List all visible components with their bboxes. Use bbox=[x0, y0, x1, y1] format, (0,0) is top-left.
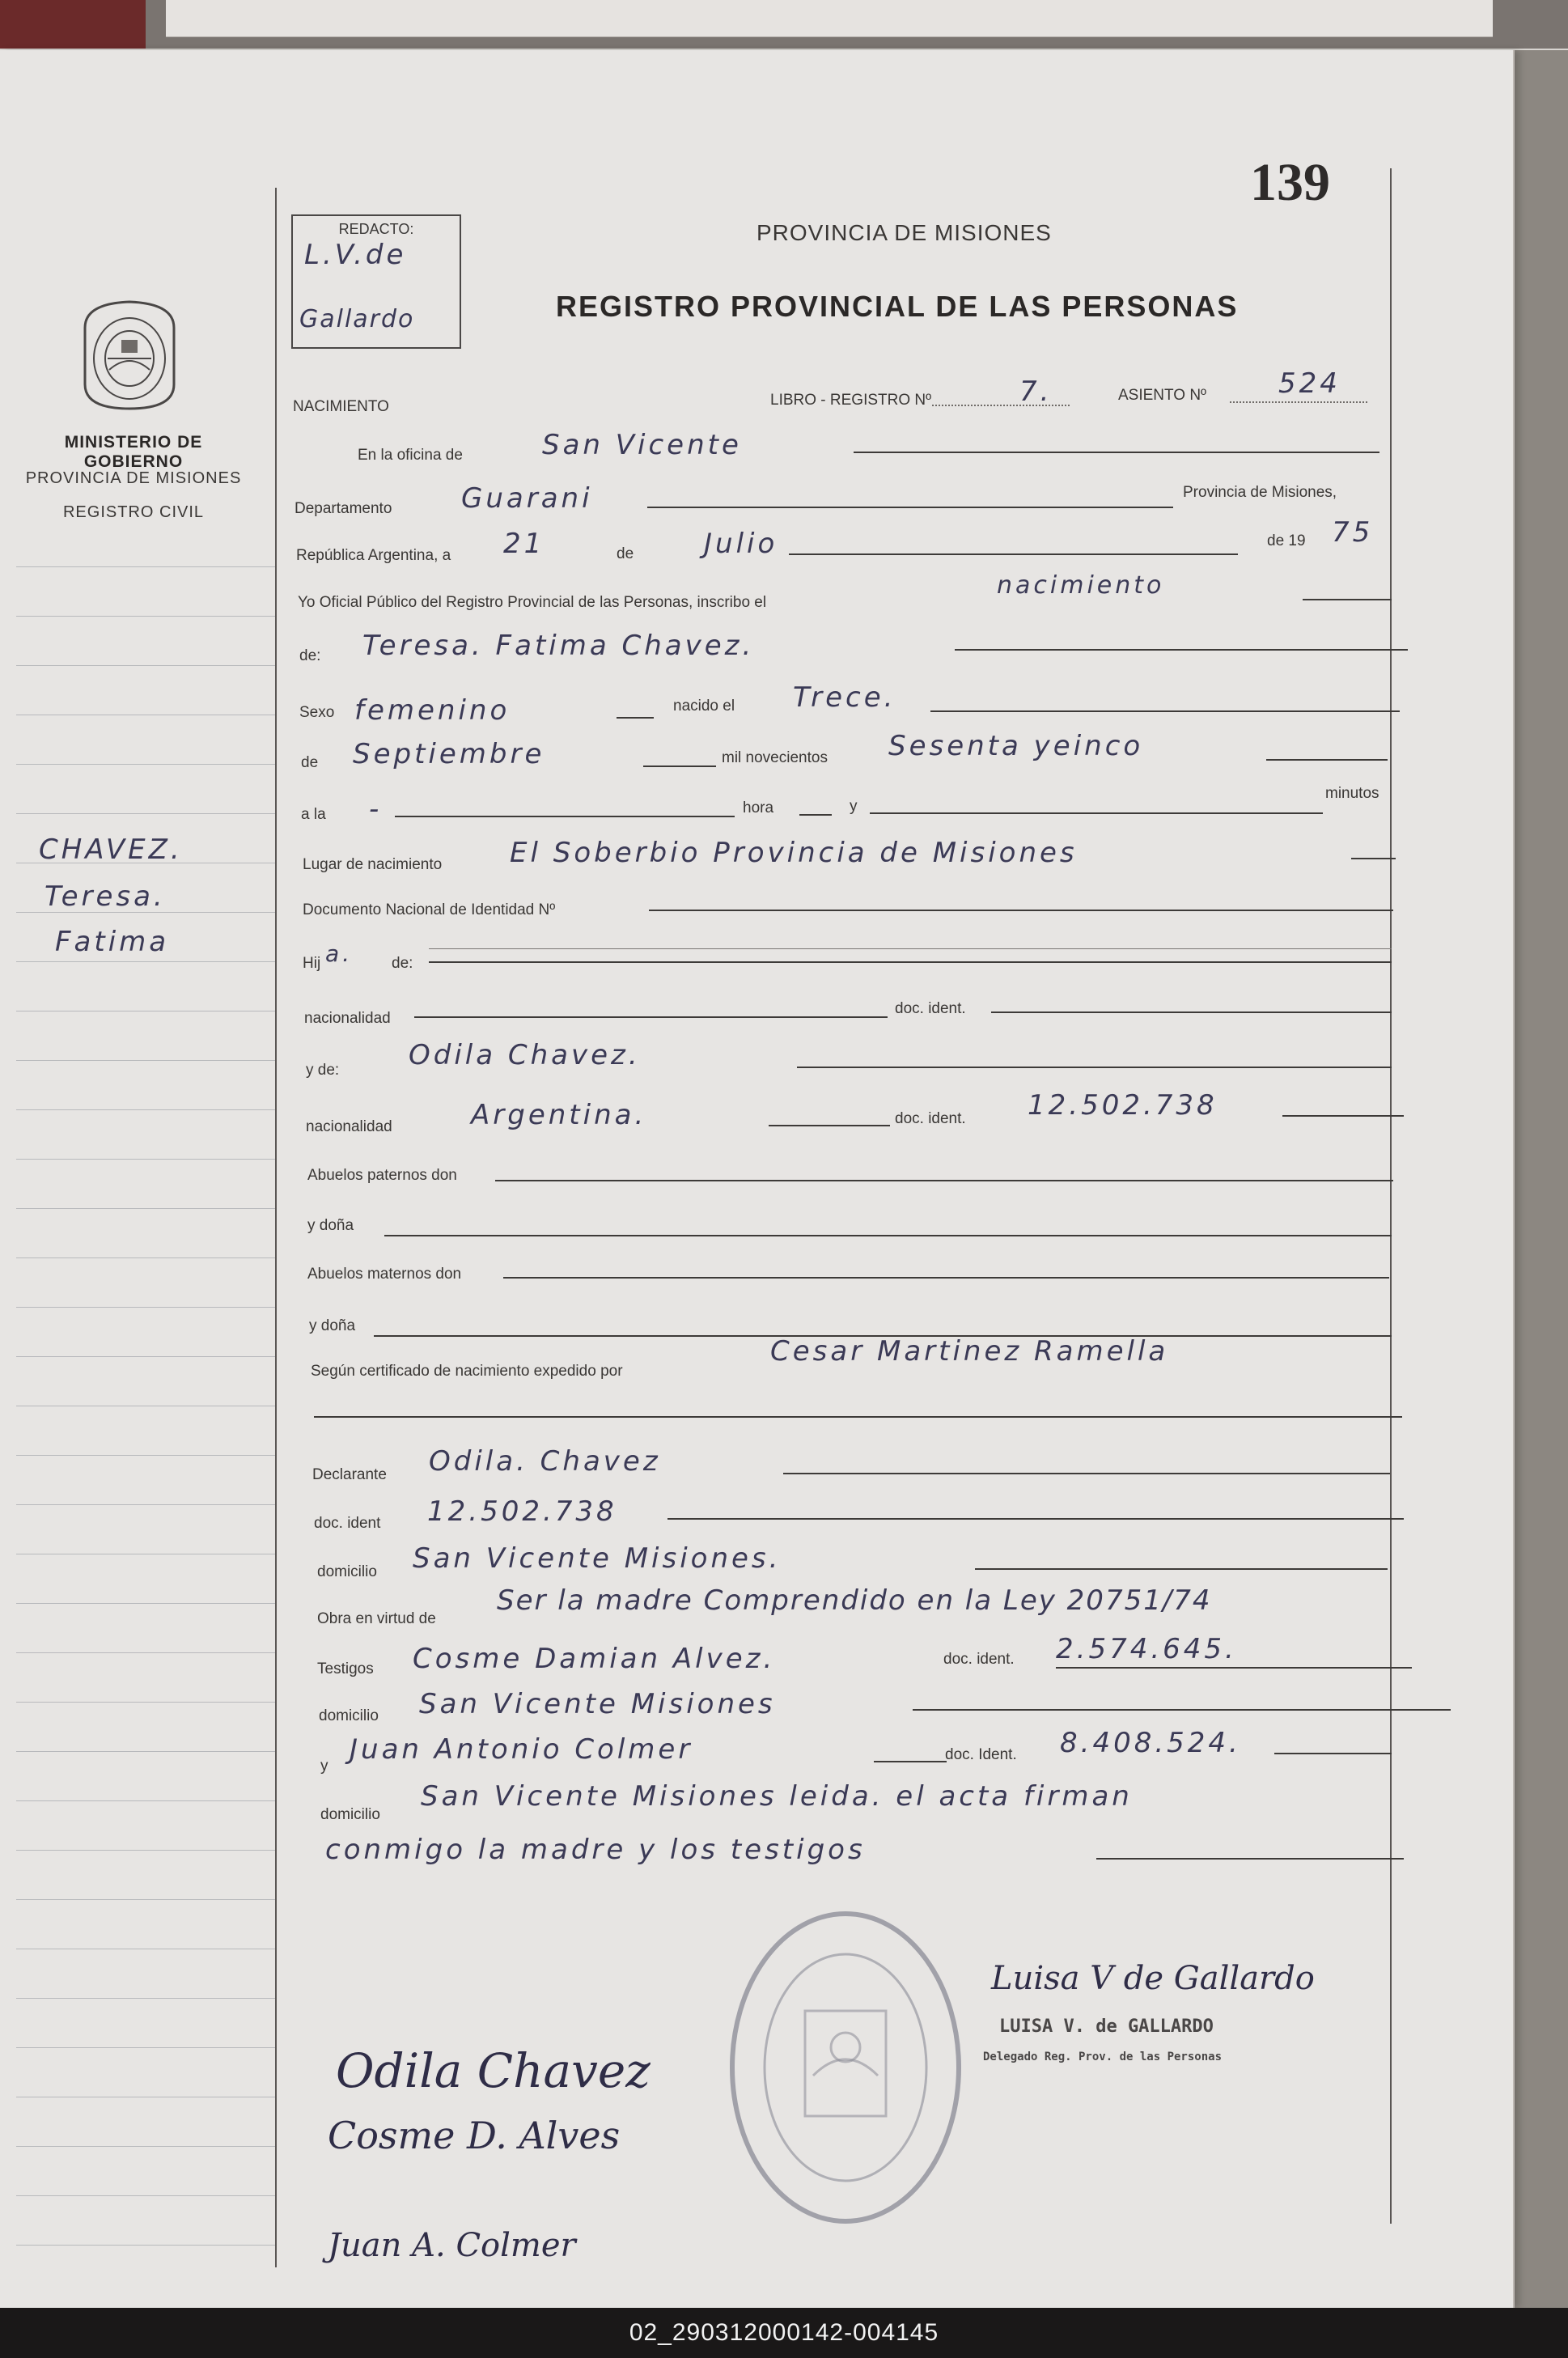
doc-ident3-line bbox=[667, 1518, 1404, 1520]
conmigo-line bbox=[1096, 1858, 1404, 1860]
margin-ruled-line bbox=[16, 665, 275, 666]
nacionalidad2-line bbox=[769, 1125, 890, 1126]
official-stamp bbox=[724, 1906, 967, 2229]
hija-de-label: de: bbox=[392, 955, 413, 972]
margin-ruled-line bbox=[16, 1060, 275, 1061]
hija-line-upper bbox=[429, 948, 1392, 949]
margin-ruled-line bbox=[16, 961, 275, 962]
sexo-value: femenino bbox=[354, 694, 511, 727]
hija-line bbox=[429, 961, 1392, 963]
testigo2-signature: Juan A. Colmer bbox=[328, 2227, 576, 2264]
declarante-label: Declarante bbox=[312, 1466, 387, 1483]
margin-ruled-line bbox=[16, 1850, 275, 1851]
doc-ident-label: doc. ident. bbox=[895, 1000, 966, 1017]
anio-nac-line bbox=[1266, 759, 1388, 761]
redacto-line1: L.V.de bbox=[304, 239, 407, 271]
testigo1-signature: Cosme D. Alves bbox=[328, 2114, 621, 2157]
nombre-line bbox=[955, 649, 1408, 651]
madre-line bbox=[797, 1067, 1392, 1068]
doc-ident3-label: doc. ident bbox=[314, 1515, 381, 1532]
doc-ident2-line bbox=[1282, 1115, 1404, 1117]
mil-label: mil novecientos bbox=[722, 749, 828, 766]
nacionalidad-label: nacionalidad bbox=[304, 1010, 391, 1027]
margin-ruled-line bbox=[16, 1257, 275, 1258]
margin-ruled-line bbox=[16, 1998, 275, 1999]
hora-line bbox=[799, 814, 832, 816]
margin-ruled-line bbox=[16, 1751, 275, 1752]
margin-ruled-line bbox=[16, 2245, 275, 2246]
oficina-line bbox=[854, 452, 1379, 453]
lugar-value: El Soberbio Provincia de Misiones bbox=[510, 837, 1078, 869]
de-label2: de: bbox=[299, 647, 321, 664]
hija-label: Hij bbox=[303, 955, 321, 972]
madre-value: Odila Chavez. bbox=[409, 1039, 641, 1071]
y-de-label: y de: bbox=[306, 1062, 340, 1079]
margin-ruled-line bbox=[16, 1800, 275, 1801]
official-signature: Luisa V de Gallardo bbox=[991, 1960, 1315, 1997]
redacto-line2: Gallardo bbox=[299, 305, 415, 333]
previous-page-edge bbox=[166, 0, 1493, 37]
doc-ident2-label: doc. ident. bbox=[895, 1110, 966, 1127]
y-dona-label: y doña bbox=[307, 1217, 354, 1234]
oficial-value: nacimiento bbox=[997, 571, 1165, 600]
margin-ruled-line bbox=[16, 1307, 275, 1308]
y-label: y bbox=[850, 798, 858, 815]
anio-nac-value: Sesenta yeinco bbox=[888, 730, 1144, 762]
dni-line bbox=[649, 910, 1393, 911]
madre-signature: Odila Chavez bbox=[336, 2043, 651, 2098]
margin-ruled-line bbox=[16, 1208, 275, 1209]
margin-ruled-line bbox=[16, 764, 275, 765]
mes-nac-line bbox=[643, 766, 716, 767]
nacido-line bbox=[930, 710, 1400, 712]
anio-value: 75 bbox=[1332, 516, 1374, 549]
margin-ruled-line bbox=[16, 2047, 275, 2048]
margin-ruled-line bbox=[16, 1455, 275, 1456]
header-registry-title: REGISTRO PROVINCIAL DE LAS PERSONAS bbox=[556, 290, 1239, 323]
segun-value: Cesar Martinez Ramella bbox=[770, 1335, 1169, 1368]
y-dona2-label: y doña bbox=[309, 1317, 356, 1334]
a-la-value: - bbox=[369, 793, 383, 825]
domicilio3-value: San Vicente Misiones leida. el acta firman bbox=[421, 1780, 1133, 1813]
doc-ident5-line bbox=[1274, 1753, 1392, 1754]
testigos-value: Cosme Damian Alvez. bbox=[413, 1643, 776, 1675]
redacto-box bbox=[291, 214, 461, 349]
abuelos-pat-label: Abuelos paternos don bbox=[307, 1167, 457, 1184]
domicilio3-label: domicilio bbox=[320, 1806, 380, 1823]
margin-ruled-line bbox=[16, 2146, 275, 2147]
doc-ident4-value: 2.574.645. bbox=[1056, 1633, 1237, 1665]
right-background bbox=[1515, 50, 1568, 2308]
de-19-label: de 19 bbox=[1267, 532, 1306, 549]
official-typed-name: LUISA V. de GALLARDO bbox=[999, 2017, 1214, 2037]
a-la-line bbox=[395, 816, 735, 817]
doc-ident4-label: doc. ident. bbox=[943, 1651, 1015, 1668]
top-background bbox=[0, 0, 1568, 49]
margin-ruled-line bbox=[16, 1652, 275, 1653]
nacimiento-label: NACIMIENTO bbox=[293, 398, 389, 415]
declarante-line bbox=[783, 1473, 1390, 1474]
official-typed-title: Delegado Reg. Prov. de las Personas bbox=[983, 2051, 1223, 2063]
libro-label: LIBRO - REGISTRO Nº bbox=[770, 392, 932, 409]
margin-first-name: Teresa. bbox=[44, 880, 166, 913]
redacto-label: REDACTO: bbox=[338, 221, 414, 237]
domicilio2-value: San Vicente Misiones bbox=[419, 1688, 776, 1720]
de-label: de bbox=[617, 545, 634, 562]
left-frame-line bbox=[275, 188, 277, 2267]
departamento-line bbox=[647, 507, 1173, 508]
abuelos-mat-line bbox=[503, 1277, 1389, 1279]
header-province: PROVINCIA DE MISIONES bbox=[756, 220, 1052, 245]
hija-value: a. bbox=[325, 940, 354, 967]
margin-ruled-line bbox=[16, 1356, 275, 1357]
provincia-misiones-label: Provincia de Misiones, bbox=[1183, 484, 1337, 501]
domicilio-value: San Vicente Misiones. bbox=[413, 1542, 782, 1575]
departamento-value: Guarani bbox=[461, 482, 593, 515]
margin-ruled-line bbox=[16, 1899, 275, 1900]
y-label2: y bbox=[320, 1758, 328, 1775]
republica-label: República Argentina, a bbox=[296, 547, 451, 564]
minutos-label: minutos bbox=[1325, 785, 1379, 802]
y-dona-line bbox=[384, 1235, 1392, 1236]
nombre-value: Teresa. Fatima Chavez. bbox=[362, 630, 755, 662]
oficial-label: Yo Oficial Público del Registro Provincial de las Personas, inscribo el bbox=[298, 594, 767, 611]
nacionalidad2-value: Argentina. bbox=[471, 1099, 647, 1131]
margin-ruled-line bbox=[16, 1109, 275, 1110]
sexo-label: Sexo bbox=[299, 704, 335, 721]
domicilio-label: domicilio bbox=[317, 1563, 377, 1580]
nacionalidad-line bbox=[414, 1016, 888, 1018]
margin-ruled-line bbox=[16, 566, 275, 567]
segun-line bbox=[314, 1416, 1402, 1418]
lugar-label: Lugar de nacimiento bbox=[303, 856, 443, 873]
margin-surname: CHAVEZ. bbox=[39, 833, 183, 866]
margin-ruled-line bbox=[16, 813, 275, 814]
asiento-label: ASIENTO Nº bbox=[1118, 387, 1206, 404]
margin-ruled-line bbox=[16, 1603, 275, 1604]
asiento-value: 524 bbox=[1278, 367, 1341, 400]
domicilio2-label: domicilio bbox=[319, 1707, 379, 1724]
testigo2-value: Juan Antonio Colmer bbox=[350, 1733, 693, 1766]
doc-ident2-value: 12.502.738 bbox=[1028, 1089, 1218, 1122]
mes-line bbox=[789, 553, 1238, 555]
abuelos-pat-line bbox=[495, 1180, 1393, 1181]
doc-ident5-label: doc. Ident. bbox=[945, 1746, 1017, 1763]
oficina-value: San Vicente bbox=[542, 429, 742, 461]
sidebar-province: PROVINCIA DE MISIONES bbox=[25, 469, 242, 487]
nacionalidad2-label: nacionalidad bbox=[306, 1118, 392, 1135]
libro-value: 7. bbox=[1019, 375, 1053, 408]
dni-label: Documento Nacional de Identidad Nº bbox=[303, 901, 556, 918]
departamento-label: Departamento bbox=[295, 500, 392, 517]
sidebar-registro-civil: REGISTRO CIVIL bbox=[62, 503, 205, 521]
book-cover-edge bbox=[0, 0, 146, 49]
declarante-value: Odila. Chavez bbox=[429, 1445, 661, 1478]
de-label3: de bbox=[301, 754, 319, 771]
sexo-line bbox=[617, 717, 654, 719]
margin-ruled-line bbox=[16, 2195, 275, 2196]
margin-ruled-line bbox=[16, 1504, 275, 1505]
domicilio2-line bbox=[913, 1709, 1451, 1711]
dia-value: 21 bbox=[503, 528, 545, 560]
doc-ident5-value: 8.408.524. bbox=[1060, 1727, 1241, 1759]
minutos-line bbox=[870, 812, 1323, 814]
right-frame-line bbox=[1390, 168, 1392, 2224]
doc-ident4-line bbox=[1056, 1667, 1412, 1669]
doc-ident3-value: 12.502.738 bbox=[427, 1495, 617, 1528]
obra-value: Ser la madre Comprendido en la Ley 20751/74 bbox=[497, 1584, 1212, 1617]
margin-second-name: Fatima bbox=[55, 926, 170, 958]
a-la-label: a la bbox=[301, 806, 326, 823]
oficina-label: En la oficina de bbox=[358, 447, 463, 464]
margin-ruled-line bbox=[16, 616, 275, 617]
hora-label: hora bbox=[743, 799, 774, 816]
testigo2-line bbox=[874, 1761, 947, 1762]
asiento-dots bbox=[1230, 401, 1367, 403]
provincial-seal-icon bbox=[77, 295, 182, 413]
margin-ruled-line bbox=[16, 1159, 275, 1160]
doc-ident-line bbox=[991, 1011, 1392, 1013]
obra-label: Obra en virtud de bbox=[317, 1610, 436, 1627]
sidebar-ministry: MINISTERIO DE GOBIERNO bbox=[64, 433, 203, 471]
page-number: 139 bbox=[1250, 153, 1330, 212]
segun-label: Según certificado de nacimiento expedido por bbox=[311, 1363, 623, 1380]
conmigo-value: conmigo la madre y los testigos bbox=[325, 1834, 866, 1866]
testigos-label: Testigos bbox=[317, 1660, 374, 1677]
oficial-line bbox=[1303, 599, 1392, 600]
mes-value: Julio bbox=[704, 528, 778, 560]
margin-ruled-line bbox=[16, 1702, 275, 1703]
abuelos-mat-label: Abuelos maternos don bbox=[307, 1266, 462, 1283]
domicilio-line bbox=[975, 1568, 1388, 1570]
lugar-line bbox=[1351, 858, 1396, 859]
nacido-value: Trece. bbox=[793, 681, 896, 714]
nacido-label: nacido el bbox=[673, 698, 735, 715]
mes-nac-value: Septiembre bbox=[353, 738, 545, 770]
footer-caption: 02_290312000142-004145 bbox=[629, 2319, 939, 2346]
